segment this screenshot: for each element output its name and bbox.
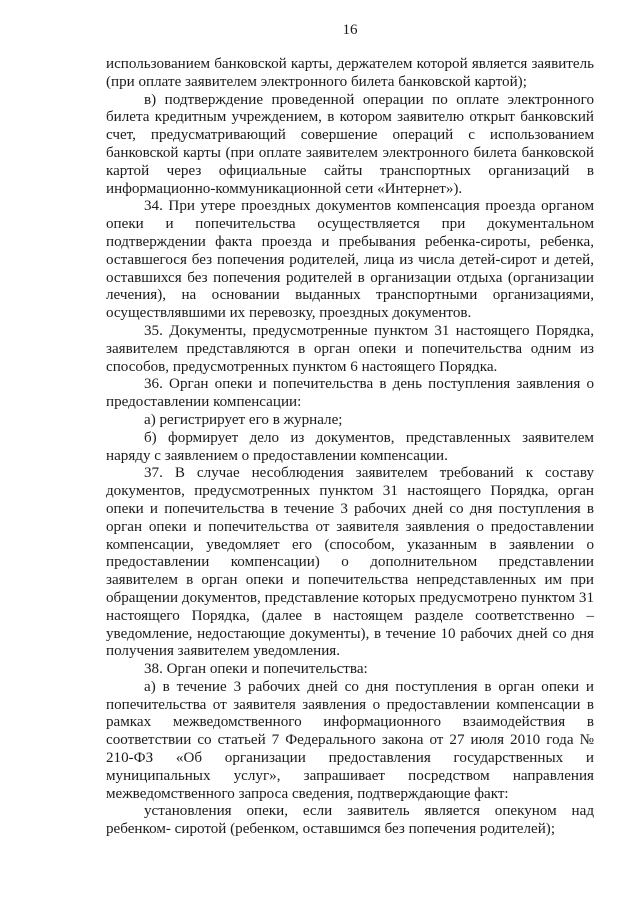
paragraph-34: 34. При утере проездных документов компенсация проезда органом опеки и попечительства осуществляется при документальном подтверждении факта проезда и пребывания ребенка-сироты, ребенка, оставшегося без попечения родителей, лица из числа детей-сирот и детей, оставшихся без попечения родителей в организации отдыха (организации лечения), на основании выданных транспортными организациями, осуществлявшими их перевозку, проездных документов.	[106, 198, 594, 322]
paragraph-35: 35. Документы, предусмотренные пунктом 31 настоящего Порядка, заявителем представляются в орган опеки и попечительства одним из способов, предусмотренных пунктом 6 настоящего Порядка.	[106, 322, 594, 375]
paragraph-guardianship: установления опеки, если заявитель является опекуном над ребенком- сиротой (ребенком, оставшимся без попечения родителей);	[106, 803, 594, 838]
paragraph-36: 36. Орган опеки и попечительства в день поступления заявления о предоставлении компенсации:	[106, 376, 594, 411]
paragraph-item-v: в) подтверждение проведенной операции по оплате электронного билета кредитным учреждением, в котором заявителю открыт банковский счет, предусматривающий совершение операций с использованием банковской карты (при оплате заявителем электронного билета банковской картой через официальные сайты транспортных организаций в информационно-коммуникационной сети «Интернет»).	[106, 91, 594, 197]
paragraph-38-a: а) в течение 3 рабочих дней со дня поступления в орган опеки и попечительства от заявителя заявления о предоставлении компенсации в рамках межведомственного информационного взаимодействия в соответствии со статьей 7 Федерального закона от 27 июля 2010 года № 210-ФЗ «Об организации предоставления государственных и муниципальных услуг», запрашивает посредством направления межведомственного запроса сведения, подтверждающие факт:	[106, 678, 594, 802]
document-page	[106, 22, 594, 839]
paragraph-36-b: б) формирует дело из документов, представленных заявителем наряду с заявлением о предоставлении компенсации.	[106, 429, 594, 464]
paragraph-38: 38. Орган опеки и попечительства:	[144, 661, 368, 678]
paragraph-37: 37. В случае несоблюдения заявителем требований к составу документов, предусмотренных пунктом 31 настоящего Порядка, орган опеки и попечительства в течение 3 рабочих дней со дня поступления в орган опеки и попечительства от заявителя заявления о предоставлении компенсации, уведомляет его (способом, указанным в заявлении о предоставлении компенсации) о дополнительном представлении заявителем в орган опеки и попечительства непредставленных им при обращении документов, представление которых предусмотрено пунктом 31 настоящего Порядка, (далее в настоящем разделе соответственно – уведомление, недостающие документы), в течение 10 рабочих дней со дня получения заявителем уведомления.	[106, 465, 594, 660]
page-number: 16	[342, 22, 358, 38]
paragraph-36-a: а) регистрирует его в журнале;	[144, 411, 343, 428]
paragraph-continuation: использованием банковской карты, держателем которой является заявитель (при оплате заявителем электронного билета банковской картой);	[106, 56, 594, 90]
